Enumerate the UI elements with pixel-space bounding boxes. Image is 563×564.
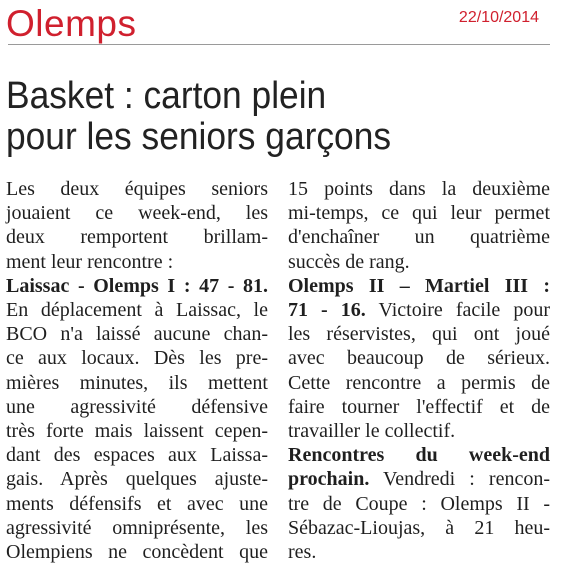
match-2-score-line <box>288 298 550 322</box>
body-line: travailler le collectif. <box>288 420 456 443</box>
masthead <box>0 0 563 52</box>
match-1-title <box>6 274 268 298</box>
body-line: Sébazac-Lioujas, à 21 heu- <box>288 516 550 539</box>
article-column-left <box>6 177 268 564</box>
body-line: jouaient ce week-end, les <box>6 202 268 225</box>
body-line: Les deux équipes seniors <box>6 178 268 200</box>
article-column-right <box>288 177 550 564</box>
body-line: ce aux locaux. Dès les pre- <box>6 347 268 370</box>
body-line: deux remportent brillam- <box>6 226 268 249</box>
headline-line-2: pour les seniors garçons <box>6 116 392 158</box>
match-2-score: 71 - 16. <box>288 299 366 322</box>
match-1-score: Laissac - Olemps I : 47 - 81. <box>6 274 268 297</box>
body-line: très forte mais laissent cepen- <box>6 420 268 443</box>
body-line: res. <box>288 541 317 564</box>
body-line: les réservistes, qui ont joué <box>288 323 550 346</box>
next-games-title: Rencontres du week-end <box>288 444 550 467</box>
match-2-title-line <box>288 274 550 298</box>
town-name: Olemps <box>6 3 137 44</box>
body-line: 15 points dans la deuxième <box>288 178 550 200</box>
next-games-title-end: prochain. <box>288 468 370 491</box>
body-line: succès de rang. <box>288 250 410 273</box>
body-line: d'enchaîner un quatrième <box>288 226 550 249</box>
body-line: En déplacement à Laissac, le <box>6 299 268 322</box>
body-line: une agressivité défensive <box>6 395 268 418</box>
publication-date: 22/10/2014 <box>458 9 539 26</box>
next-games-text: Vendredi : rencon- <box>369 468 550 491</box>
body-line: gais. Après quelques ajuste- <box>6 468 268 491</box>
body-line: dant des espaces aux Laissa- <box>6 444 268 467</box>
next-games-title-line <box>288 443 550 467</box>
body-line: ment leur rencontre : <box>6 250 174 273</box>
next-games-line <box>288 467 550 491</box>
body-line: Cette rencontre a permis de <box>288 371 550 394</box>
body-line: tre de Coupe : Olemps II - <box>288 492 550 515</box>
body-line: avec beaucoup de sérieux. <box>288 347 550 370</box>
body-line: BCO n'a laissé aucune chan- <box>6 323 268 346</box>
body-line: ments défensifs et avec une <box>6 492 268 515</box>
body-line: agressivité omniprésente, les <box>6 516 268 539</box>
body-line: mi-temps, ce qui leur permet <box>288 202 550 225</box>
headline-line-1: Basket : carton plein <box>6 75 327 117</box>
header-divider <box>8 44 550 45</box>
match-2-teams: Olemps II – Martiel III : <box>288 274 550 297</box>
body-line: mières minutes, ils mettent <box>6 371 268 394</box>
match-2-text: Victoire facile pour <box>365 299 550 322</box>
article-headline <box>6 76 513 158</box>
body-line: faire tourner l'effectif et de <box>288 395 550 418</box>
body-line: Olempiens ne concèdent que <box>6 541 268 564</box>
